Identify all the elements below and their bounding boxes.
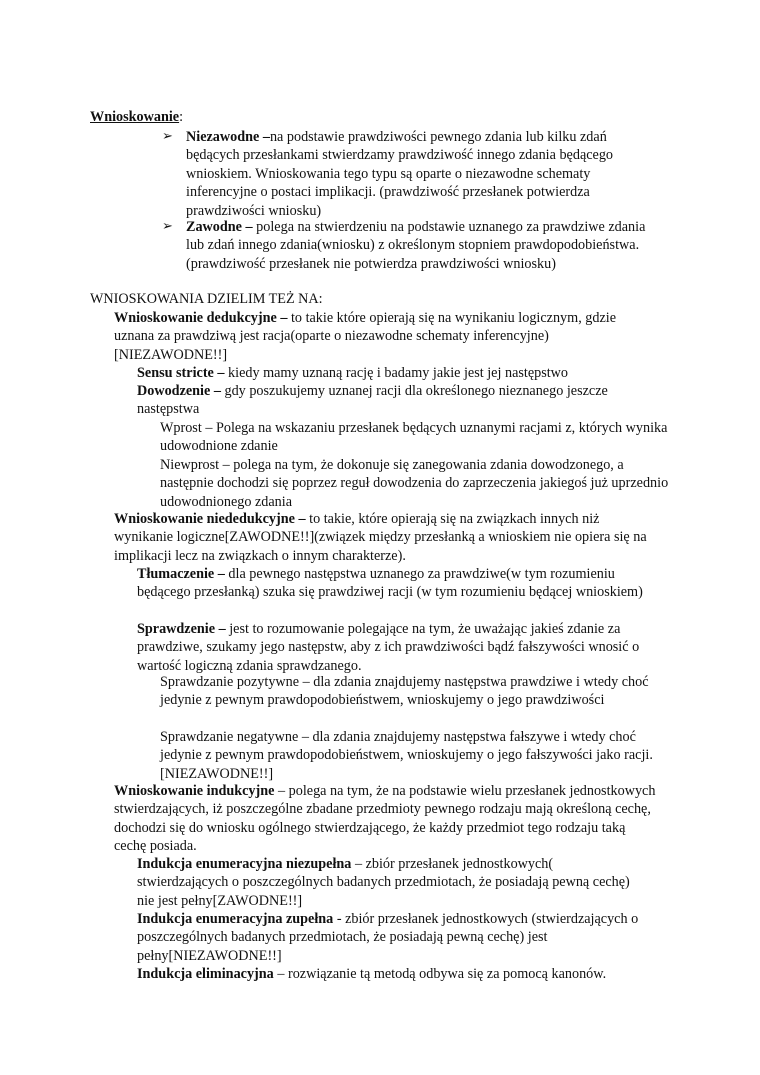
list-item-deductive [114, 309, 659, 364]
definition: na podstawie prawdziwości pewnego zdania lub kilku zdań będących przesłankami stwierdzamy prawdziwość innego zdania będącego wnioskiem. Wnioskowania tego typu są oparte o niezawodne schematy inferencyjne o postaci implikacji. (prawdziwość przesłanek potwierdza prawdziwości wniosku) [186, 129, 614, 219]
list-item-sprawdzanie-negatywne [160, 728, 670, 783]
list-item-sensu-stricte [137, 364, 657, 382]
definition: jest to rozumowanie polegające na tym, że uważając jakieś zdanie za prawdziwe, szukamy jego następstw, aby z ich prawdziwości bądź fałszywości wnosić o wartość logiczną zdania sprawdzanego. [137, 621, 640, 674]
term: Sprawdzenie – [137, 621, 226, 637]
arrow-bullet-icon: ➢ [162, 219, 173, 234]
term: Indukcja eliminacyjna [137, 966, 274, 982]
section-heading: WNIOSKOWANIA DZIELIM TEŻ NA: [90, 291, 323, 307]
list-item-zupelna [137, 910, 647, 965]
definition: Wprost – Polega na wskazaniu przesłanek będących uznanymi racjami z, których wynika udowodnione zdanie [160, 420, 668, 455]
heading-colon: : [179, 109, 184, 125]
term: Wnioskowanie niededukcyjne – [114, 511, 306, 527]
definition: Sprawdzanie pozytywne – dla zdania znajdujemy następstwa prawdziwe i wtedy choć jedynie z pewnym prawdopodobieństwem, wnioskujemy o jego prawdziwości [160, 674, 649, 709]
definition: - zbiór przesłanek jednostkowych (stwierdzających o poszczególnych badanych przedmiotach, że posiadają pewną cechę) jest pełny[NIEZAWODNE!!] [137, 911, 639, 964]
list-item-niewprost [160, 456, 670, 511]
term: Dowodzenie – [137, 383, 221, 399]
term: Indukcja enumeracyjna niezupełna [137, 856, 352, 872]
list-item-zawodne [162, 218, 666, 273]
list-item-sprawdzenie [137, 620, 657, 675]
term: Indukcja enumeracyjna zupełna [137, 911, 334, 927]
list-item-tlumaczenie [137, 565, 657, 602]
term: Sensu stricte – [137, 365, 225, 381]
definition: Sprawdzanie negatywne – dla zdania znajdujemy następstwa fałszywe i wtedy choć jedynie z pewnym prawdopodobieństwem, wnioskujemy o jego fałszywości jako racji.[NIEZAWODNE!!] [160, 729, 653, 782]
list-item-dowodzenie [137, 382, 657, 419]
heading-label: Wnioskowanie [90, 109, 180, 125]
definition: – zbiór przesłanek jednostkowych( stwierdzających o poszczególnych badanych przedmiotach, że posiadają pewną cechę) nie jest pełny[ZAWODNE!!] [137, 856, 630, 909]
definition: – rozwiązanie tą metodą odbywa się za pomocą kanonów. [273, 966, 607, 982]
definition: to takie które opierają się na wynikaniu logicznym, gdzie uznana za prawdziwą jest racja(oparte o niezawodne schematy inferencyjne) [NIEZAWODNE!!] [114, 310, 617, 363]
definition: to takie, które opierają się na związkach innych niż wynikanie logiczne[ZAWODNE!!](związek między przesłanką a wnioskiem nie opiera się na implikacji lecz na związkach o innym charakterze). [114, 511, 647, 564]
term: Wnioskowanie indukcyjne [114, 783, 275, 799]
list-item-niezawodne [162, 128, 656, 220]
list-item-inductive [114, 782, 659, 856]
definition: kiedy mamy uznaną rację i badamy jakie jest jej następstwo [224, 365, 569, 381]
list-item-eliminacyjna [137, 965, 657, 983]
page-title [90, 108, 183, 126]
list-item-sprawdzanie-pozytywne [160, 673, 670, 710]
term: Niezawodne – [186, 129, 270, 145]
definition: – polega na tym, że na podstawie wielu przesłanek jednostkowych stwierdzających, iż poszczególne zbadane przedmioty pewnego rodzaju mają określoną cechę, dochodzi się do wniosku ogólnego stwierdzającego, że każdy przedmiot tego rodzaju taką cechę posiada. [114, 783, 656, 855]
term: Zawodne – [186, 219, 253, 235]
arrow-bullet-icon: ➢ [162, 129, 173, 144]
definition: Niewprost – polega na tym, że dokonuje się zanegowania zdania dowodzonego, a następnie dochodzi się poprzez reguł dowodzenia do zaprzeczenia jakiegoś już uprzednio udowodnionego zdania [160, 457, 669, 510]
list-item-wprost [160, 419, 670, 456]
list-item-nondeductive [114, 510, 659, 565]
definition: dla pewnego następstwa uznanego za prawdziwe(w tym rozumieniu będącego przesłanką) szuka się prawdziwej racji (w tym rozumieniu będącej wnioskiem) [137, 566, 643, 601]
term: Tłumaczenie – [137, 566, 225, 582]
definition: polega na stwierdzeniu na podstawie uznanego za prawdziwe zdania lub zdań innego zdania(wniosku) z określonym stopniem prawdopodobieństwa. (prawdziwość przesłanek nie potwierdza prawdziwości wniosku) [186, 219, 646, 272]
definition: gdy poszukujemy uznanej racji dla określonego nieznanego jeszcze następstwa [137, 383, 608, 418]
list-item-niezupelna [137, 855, 637, 910]
term: Wnioskowanie dedukcyjne – [114, 310, 288, 326]
